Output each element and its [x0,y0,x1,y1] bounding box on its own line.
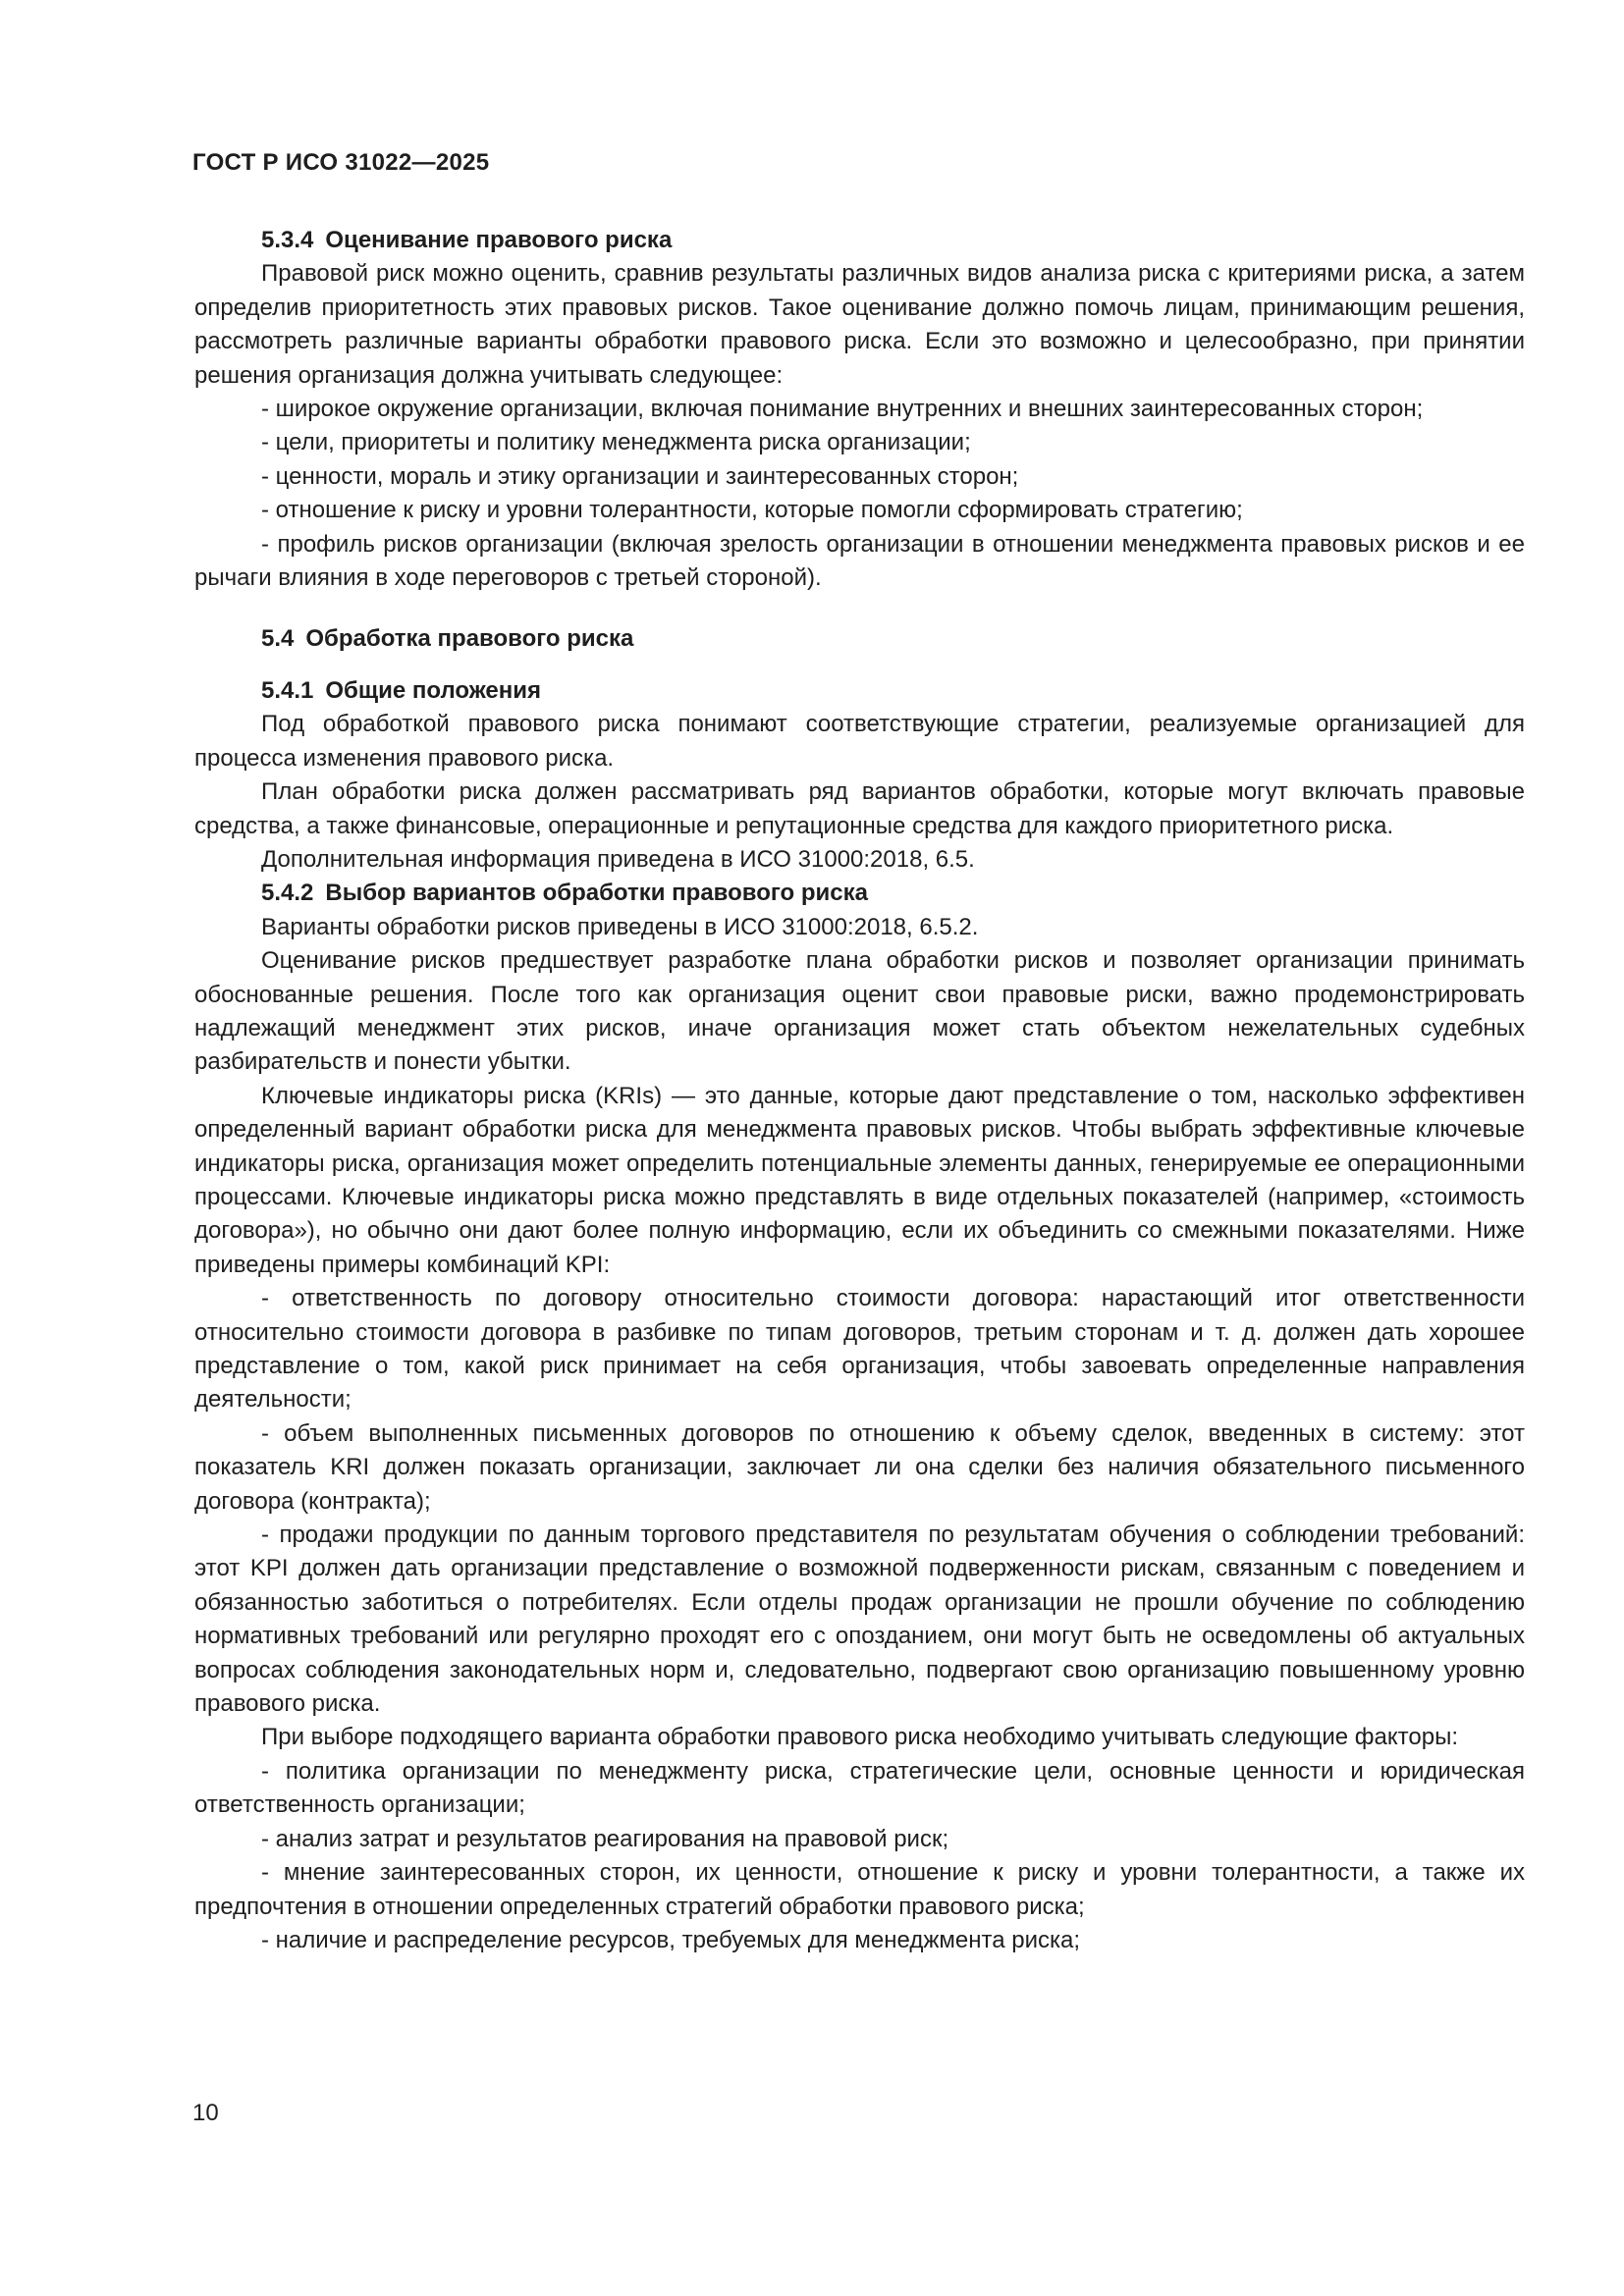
document-header: ГОСТ Р ИСО 31022—2025 [192,149,490,176]
section-5-4-1-heading [194,674,1525,708]
list-item: - объем выполненных письменных договоров по отношению к объему сделок, введенных в систему: этот показатель KRI должен показать организации, заключает ли она сделки без наличия обязательного письменного договора (контракта); [194,1419,1525,1515]
list-item: - ценности, мораль и этику организации и заинтересованных сторон; [261,462,1019,490]
list-item: - политика организации по менеджменту риска, стратегические цели, основные ценности и юридическая ответственность организации; [194,1757,1525,1819]
section-title: Выбор вариантов обработки правового риска [325,880,868,907]
page-number: 10 [192,2100,219,2126]
paragraph: План обработки риска должен рассматривать ряд вариантов обработки, которые могут включать правовые средства, а также финансовые, операционные и репутационные средства для каждого приоритетного риска. [194,778,1525,839]
list-item: - цели, приоритеты и политику менеджмента риска организации; [261,429,971,456]
list-item: - анализ затрат и результатов реагирования на правовой риск; [261,1825,949,1852]
section-5-4-heading [194,622,1525,656]
section-number: 5.4.1 [261,676,314,704]
paragraph: Дополнительная информация приведена в ИСО 31000:2018, 6.5. [261,845,975,873]
paragraph: При выборе подходящего варианта обработки правового риска необходимо учитывать следующие факторы: [261,1724,1458,1751]
section-title: Обработка правового риска [305,625,634,653]
document-body [194,224,1525,1957]
section-number: 5.3.4 [261,227,314,253]
list-item: - наличие и распределение ресурсов, требуемых для менеджмента риска; [261,1926,1081,1953]
paragraph: Правовой риск можно оценить, сравнив результаты различных видов анализа риска с критериями риска, а затем определив приоритетность этих правовых рисков. Такое оценивание должно помочь лицам, принимающим решения, рассмотреть различные варианты обработки правового риска. Если это возможно и целесообразно, при принятии решения организация должна учитывать следующее: [194,260,1525,389]
list-item: - отношение к риску и уровни толерантности, которые помогли сформировать стратегию; [261,497,1243,524]
list-item: - широкое окружение организации, включая понимание внутренних и внешних заинтересованных сторон; [261,396,1424,423]
section-5-4-2-heading [194,877,1525,910]
section-5-3-4-heading [194,224,1525,257]
paragraph: Ключевые индикаторы риска (KRIs) — это данные, которые дают представление о том, насколько эффективен определенный вариант обработки риска для менеджмента правовых рисков. Чтобы выбрать эффективные ключевые индикаторы риска, организация может определить потенциальные элементы данных, генерируемые ее операционными процессами. Ключевые индикаторы риска можно представлять в виде отдельных показателей (например, «стоимость договора»), но обычно они дают более полную информацию, если их объединить со смежными показателями. Ниже приведены примеры комбинаций KPI: [194,1082,1525,1278]
section-title: Общие положения [325,676,542,704]
paragraph: Под обработкой правового риска понимают соответствующие стратегии, реализуемые организацией для процесса изменения правового риска. [194,711,1525,772]
section-title: Оценивание правового риска [325,227,673,253]
list-item: - ответственность по договору относительно стоимости договора: нарастающий итог ответственности относительно стоимости договора в разбивке по типам договоров, третьим сторонам и т. д. должен дать хорошее представление о том, какой риск принимает на себя организация, чтобы завоевать определенные направления деятельности; [194,1285,1525,1414]
section-number: 5.4 [261,625,295,653]
section-number: 5.4.2 [261,880,314,907]
list-item: - продажи продукции по данным торгового представителя по результатам обучения о соблюдении требований: этот KPI должен дать организации представление о возможной подверженности рискам, связанным с поведением и обязанностью заботиться о потребителях. Если отделы продаж организации не прошли обучение по соблюдению нормативных требований или регулярно проходят его с опозданием, они могут быть не осведомлены об актуальных вопросах соблюдения законодательных норм и, следовательно, подвергают свою организацию повышенному уровню правового риска. [194,1522,1525,1718]
list-item: - мнение заинтересованных сторон, их ценности, отношение к риску и уровни толерантности, а также их предпочтения в отношении определенных стратегий обработки правового риска; [194,1859,1525,1920]
list-item: - профиль рисков организации (включая зрелость организации в отношении менеджмента правовых рисков и ее рычаги влияния в ходе переговоров с третьей стороной). [194,530,1525,592]
paragraph: Варианты обработки рисков приведены в ИСО 31000:2018, 6.5.2. [261,913,979,940]
paragraph: Оценивание рисков предшествует разработке плана обработки рисков и позволяет организации принимать обоснованные решения. После того как организация оценит свои правовые риски, важно продемонстрировать надлежащий менеджмент этих рисков, иначе организация может стать объектом нежелательных судебных разбирательств и понести убытки. [194,947,1525,1076]
